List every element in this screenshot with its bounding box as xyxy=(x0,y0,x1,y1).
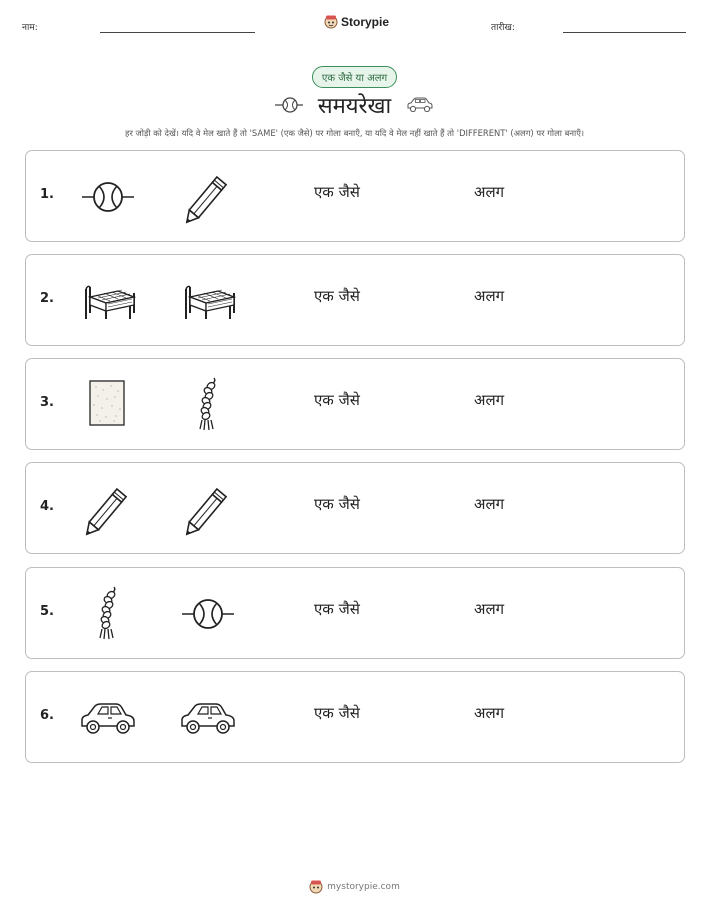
question-number: 6. xyxy=(40,708,54,723)
car-icon xyxy=(78,688,138,748)
option-same[interactable]: एक जैसे xyxy=(314,600,360,618)
option-same[interactable]: एक जैसे xyxy=(314,704,360,722)
name-line xyxy=(100,32,255,33)
option-different[interactable]: अलग xyxy=(474,704,505,722)
brand-text: Storypie xyxy=(341,15,390,29)
option-different[interactable]: अलग xyxy=(474,391,505,409)
name-label: नाम: xyxy=(22,23,38,33)
car-icon xyxy=(405,95,435,115)
storypie-mascot-icon xyxy=(309,879,323,895)
option-same[interactable]: एक जैसे xyxy=(314,495,360,513)
page-title: समयरेखा xyxy=(317,94,392,119)
pencil-icon xyxy=(178,167,238,227)
option-different[interactable]: अलग xyxy=(474,287,505,305)
storypie-mascot-icon xyxy=(324,14,338,30)
bed-icon xyxy=(78,271,138,331)
braid-icon xyxy=(178,375,238,435)
date-label: तारीख: xyxy=(491,23,515,33)
paper-icon xyxy=(78,375,138,435)
pencil-icon xyxy=(78,479,138,539)
title-row xyxy=(0,90,709,120)
title-block xyxy=(0,66,709,88)
question-card xyxy=(25,358,685,450)
question-card xyxy=(25,254,685,346)
question-card xyxy=(25,671,685,763)
question-card xyxy=(25,462,685,554)
option-different[interactable]: अलग xyxy=(474,600,505,618)
option-different[interactable]: अलग xyxy=(474,183,505,201)
option-same[interactable]: एक जैसे xyxy=(314,287,360,305)
question-number: 5. xyxy=(40,604,54,619)
bed-icon xyxy=(178,271,238,331)
question-number: 2. xyxy=(40,291,54,306)
pencil-icon xyxy=(178,479,238,539)
question-card xyxy=(25,567,685,659)
option-same[interactable]: एक जैसे xyxy=(314,391,360,409)
question-number: 3. xyxy=(40,395,54,410)
worksheet-header xyxy=(0,0,709,50)
date-line xyxy=(563,32,686,33)
ball-icon xyxy=(274,95,304,115)
footer-url: mystorypie.com xyxy=(327,882,400,892)
question-number: 4. xyxy=(40,499,54,514)
question-number: 1. xyxy=(40,187,54,202)
ball-icon xyxy=(178,584,238,644)
ball-icon xyxy=(78,167,138,227)
braid-icon xyxy=(78,584,138,644)
footer xyxy=(0,879,709,895)
question-card xyxy=(25,150,685,242)
car-icon xyxy=(178,688,238,748)
brand-logo xyxy=(324,14,389,30)
instructions-text: हर जोड़ी को देखें। यदि वे मेल खाते हैं तो 'SAME' (एक जैसे) पर गोला बनाएँ, या यदि वे मेल नहीं खाते हैं तो 'DIFFERENT' (अलग) पर गोला बनाएँ। xyxy=(125,128,584,138)
option-same[interactable]: एक जैसे xyxy=(314,183,360,201)
option-different[interactable]: अलग xyxy=(474,495,505,513)
topic-pill: एक जैसे या अलग xyxy=(312,66,397,88)
